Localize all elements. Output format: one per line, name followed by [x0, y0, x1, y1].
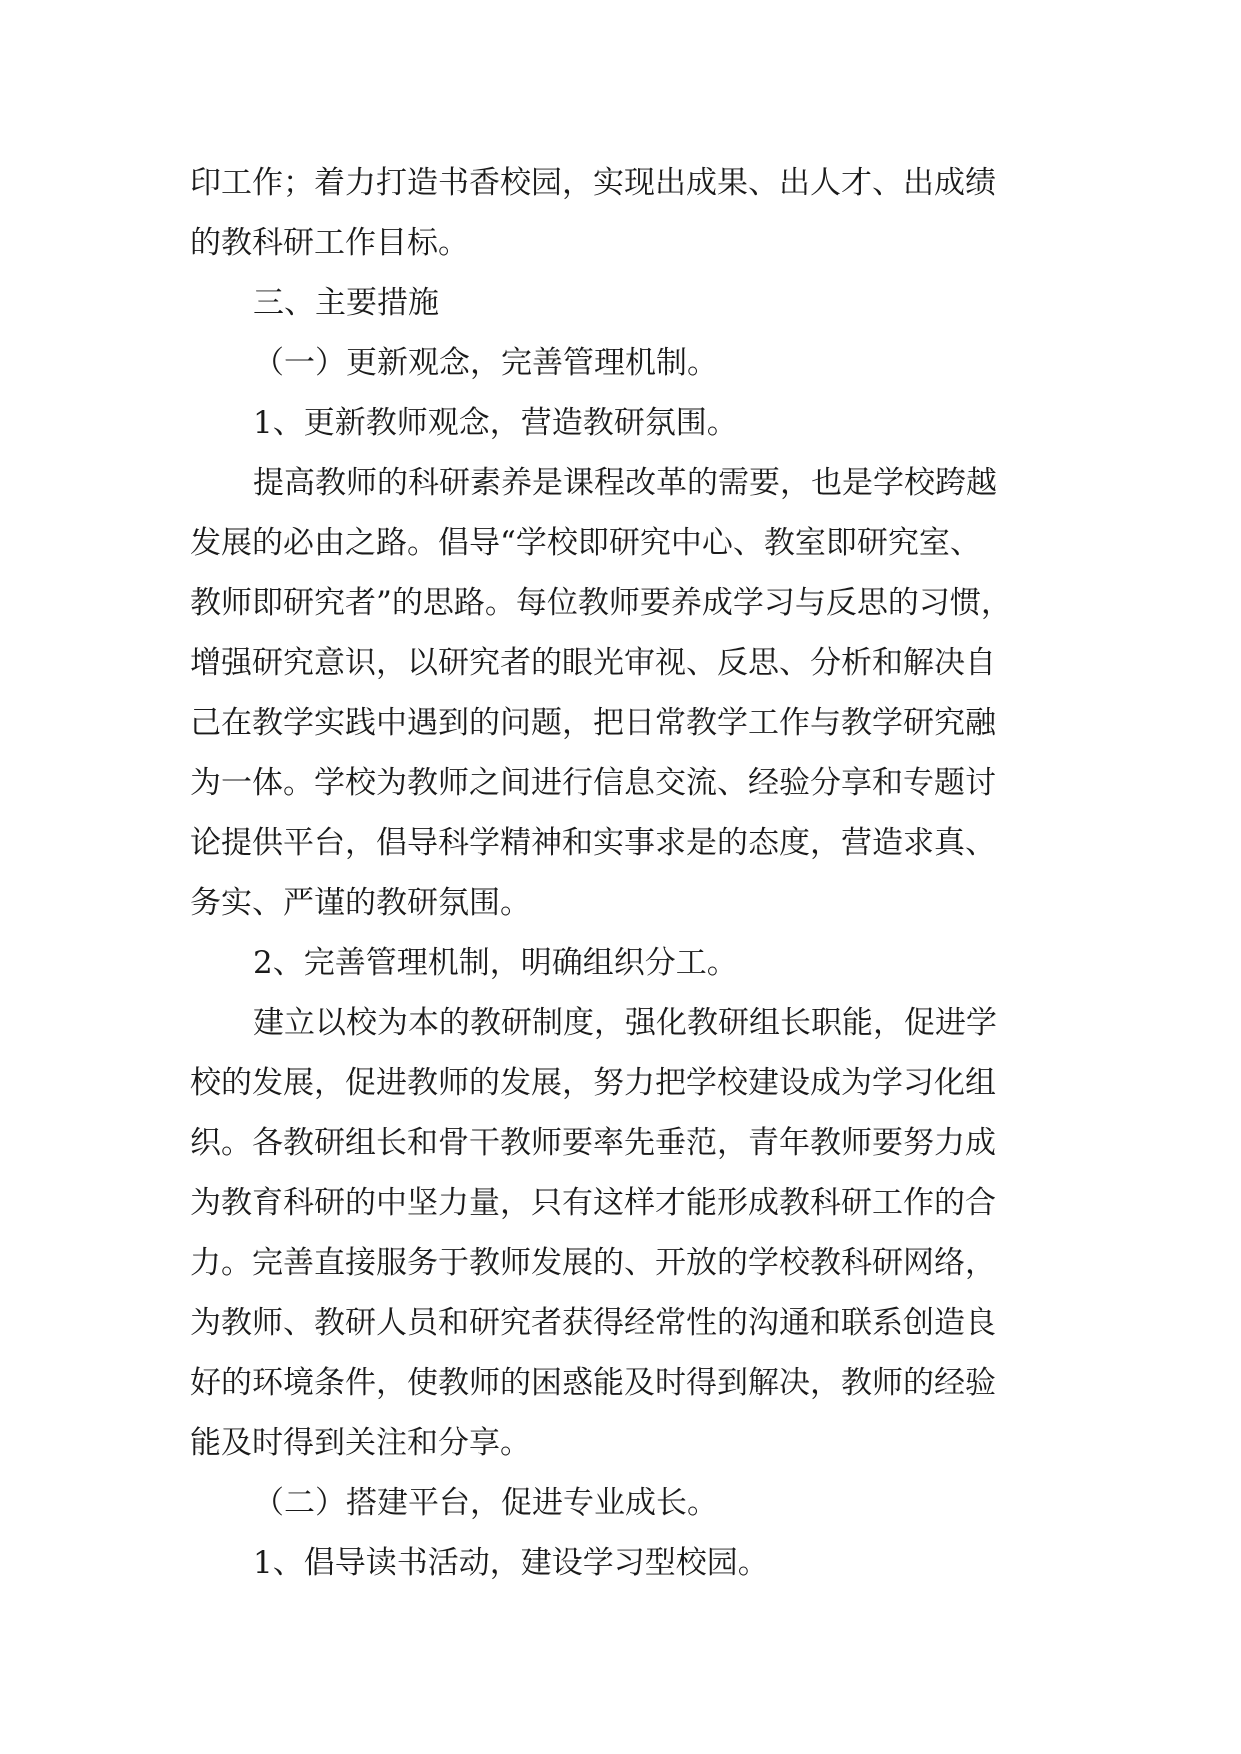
paragraph-line: 印工作；着力打造书香校园，实现出成果、出人才、出成绩	[190, 165, 996, 201]
paragraph-line: 为教育科研的中坚力量，只有这样才能形成教科研工作的合	[190, 1185, 996, 1221]
paragraph-line: 增强研究意识，以研究者的眼光审视、反思、分析和解决自	[190, 645, 996, 681]
item-heading: 1、更新教师观念，营造教研氛围。	[253, 405, 738, 441]
paragraph-line: 力。完善直接服务于教师发展的、开放的学校教科研网络，	[190, 1245, 996, 1281]
paragraph-line: 能及时得到关注和分享。	[190, 1425, 531, 1461]
section-heading: 三、主要措施	[253, 285, 439, 321]
subsection-heading: （一）更新观念，完善管理机制。	[253, 345, 718, 381]
paragraph-line: 织。各教研组长和骨干教师要率先垂范，青年教师要努力成	[190, 1125, 996, 1161]
paragraph-line: 为一体。学校为教师之间进行信息交流、经验分享和专题讨	[190, 765, 996, 801]
paragraph-line: 务实、严谨的教研氛围。	[190, 885, 531, 921]
paragraph-line: 教师即研究者”的思路。每位教师要养成学习与反思的习惯，	[190, 585, 1012, 621]
paragraph-line: 论提供平台，倡导科学精神和实事求是的态度，营造求真、	[190, 825, 996, 861]
paragraph-line: 发展的必由之路。倡导“学校即研究中心、教室即研究室、	[190, 525, 981, 561]
paragraph-line: 的教科研工作目标。	[190, 225, 469, 261]
item-heading: 1、倡导读书活动，建设学习型校园。	[253, 1545, 769, 1581]
item-heading: 2、完善管理机制，明确组织分工。	[253, 945, 738, 981]
subsection-heading: （二）搭建平台，促进专业成长。	[253, 1485, 718, 1521]
paragraph-line: 己在教学实践中遇到的问题，把日常教学工作与教学研究融	[190, 705, 996, 741]
paragraph-line: 为教师、教研人员和研究者获得经常性的沟通和联系创造良	[190, 1305, 996, 1341]
paragraph-line: 提高教师的科研素养是课程改革的需要，也是学校跨越	[253, 465, 997, 501]
paragraph-line: 校的发展，促进教师的发展，努力把学校建设成为学习化组	[190, 1065, 996, 1101]
paragraph-line: 好的环境条件，使教师的困惑能及时得到解决，教师的经验	[190, 1365, 996, 1401]
paragraph-line: 建立以校为本的教研制度，强化教研组长职能，促进学	[253, 1005, 997, 1041]
